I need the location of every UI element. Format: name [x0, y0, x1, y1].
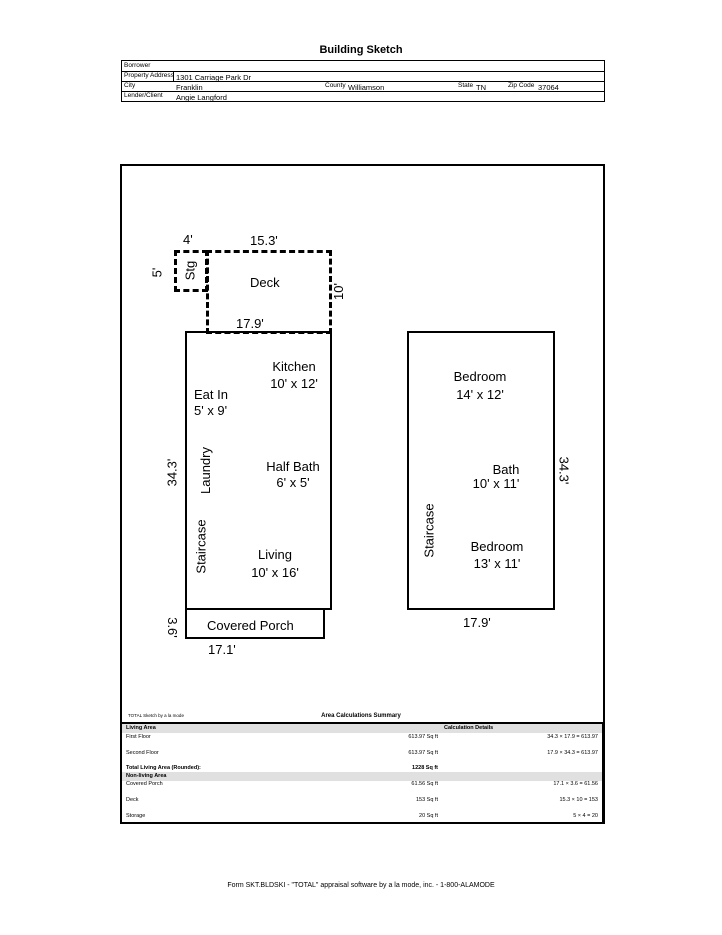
deck-outline	[206, 250, 332, 334]
living-area-header-row	[122, 724, 602, 733]
area-summary-title: Area Calculations Summary	[321, 713, 401, 719]
eat-in-label: Eat In	[194, 387, 228, 402]
row-calc: 17.1 × 3.6 = 61.56	[553, 781, 598, 787]
row-calc: 17.9 × 34.3 = 613.97	[547, 750, 598, 756]
dim-second-floor-width: 17.9'	[463, 615, 491, 630]
city-value: Franklin	[176, 83, 203, 92]
dim-first-floor-top: 17.9'	[236, 316, 264, 331]
bath-size: 10' x 11'	[472, 476, 520, 491]
covered-porch-label: Covered Porch	[207, 618, 294, 633]
bedroom-2-label: Bedroom	[470, 539, 524, 554]
bedroom-2-size: 13' x 11'	[473, 556, 521, 571]
zip-value: 37064	[538, 83, 559, 92]
dim-porch-height: 3.6'	[164, 617, 180, 638]
table-row	[122, 749, 602, 758]
borrower-label: Borrower	[124, 62, 151, 69]
dim-first-floor-height: 34.3'	[164, 458, 180, 487]
lender-row	[122, 91, 604, 101]
living-area-label: Living Area	[126, 725, 156, 731]
row-value: 613.97 Sq ft	[408, 750, 438, 756]
laundry-label: Laundry	[197, 447, 213, 494]
zip-label: Zip Code	[508, 82, 535, 89]
row-value: 613.97 Sq ft	[408, 734, 438, 740]
city-label: City	[124, 82, 136, 89]
row-calc: 34.3 × 17.9 = 613.97	[547, 734, 598, 740]
dim-deck-height: 10'	[330, 283, 346, 300]
area-calculations-table	[121, 722, 603, 823]
row-name: Storage	[126, 813, 146, 819]
table-row	[122, 733, 602, 742]
form-footer: Form SKT.BLDSKI - "TOTAL" appraisal software by a la mode, inc. - 1-800-ALAMODE	[227, 882, 495, 889]
row-value: 153 Sq ft	[415, 797, 438, 803]
half-bath-label: Half Bath	[266, 459, 320, 474]
kitchen-size: 10' x 12'	[270, 376, 318, 391]
bath-label: Bath	[492, 462, 520, 477]
row-calc: 5 × 4 = 20	[573, 813, 598, 819]
table-row	[122, 796, 602, 805]
lender-value: Angie Langford	[176, 93, 227, 102]
table-row	[122, 812, 602, 821]
total-label: Total Living Area (Rounded):	[126, 765, 201, 771]
bedroom-1-label: Bedroom	[453, 369, 507, 384]
table-row	[122, 780, 602, 789]
row-calc: 15.3 × 10 = 153	[559, 797, 598, 803]
row-name: Deck	[126, 797, 139, 803]
eat-in-size: 5' x 9'	[194, 403, 228, 418]
dim-storage-width: 4'	[183, 232, 193, 247]
living-size: 10' x 16'	[251, 565, 299, 580]
bedroom-1-size: 14' x 12'	[456, 387, 504, 402]
dim-second-floor-height: 34.3'	[556, 456, 572, 485]
address-value: 1301 Carriage Park Dr	[176, 73, 252, 82]
total-value: 1228 Sq ft	[412, 765, 438, 771]
nonliving-label: Non-living Area	[126, 773, 167, 779]
staircase-second-floor-label: Staircase	[421, 503, 437, 558]
divider	[173, 71, 174, 81]
lender-label: Lender/Client	[124, 92, 163, 99]
state-label: State	[458, 82, 474, 89]
row-value: 61.56 Sq ft	[411, 781, 438, 787]
half-bath-size: 6' x 5'	[276, 475, 310, 490]
dim-storage-height: 5'	[149, 267, 165, 278]
row-name: Second Floor	[126, 750, 159, 756]
dim-deck-width: 15.3'	[250, 233, 278, 248]
row-name: Covered Porch	[126, 781, 163, 787]
property-info-table	[121, 60, 605, 102]
address-label: Property Address	[124, 72, 174, 79]
calc-details-label: Calculation Details	[444, 725, 494, 731]
page-title: Building Sketch	[319, 44, 403, 56]
row-value: 20 Sq ft	[419, 813, 438, 819]
county-label: County	[325, 82, 346, 89]
sketch-credit: TOTAL Sketch by a la mode	[128, 713, 184, 718]
living-label: Living	[258, 547, 292, 562]
state-value: TN	[476, 83, 486, 92]
kitchen-label: Kitchen	[272, 359, 316, 374]
deck-label: Deck	[250, 275, 280, 290]
storage-label: Stg	[182, 260, 198, 281]
staircase-first-floor-label: Staircase	[193, 519, 209, 574]
county-value: Williamson	[348, 83, 385, 92]
dim-porch-width: 17.1'	[208, 642, 236, 657]
row-name: First Floor	[126, 734, 151, 740]
